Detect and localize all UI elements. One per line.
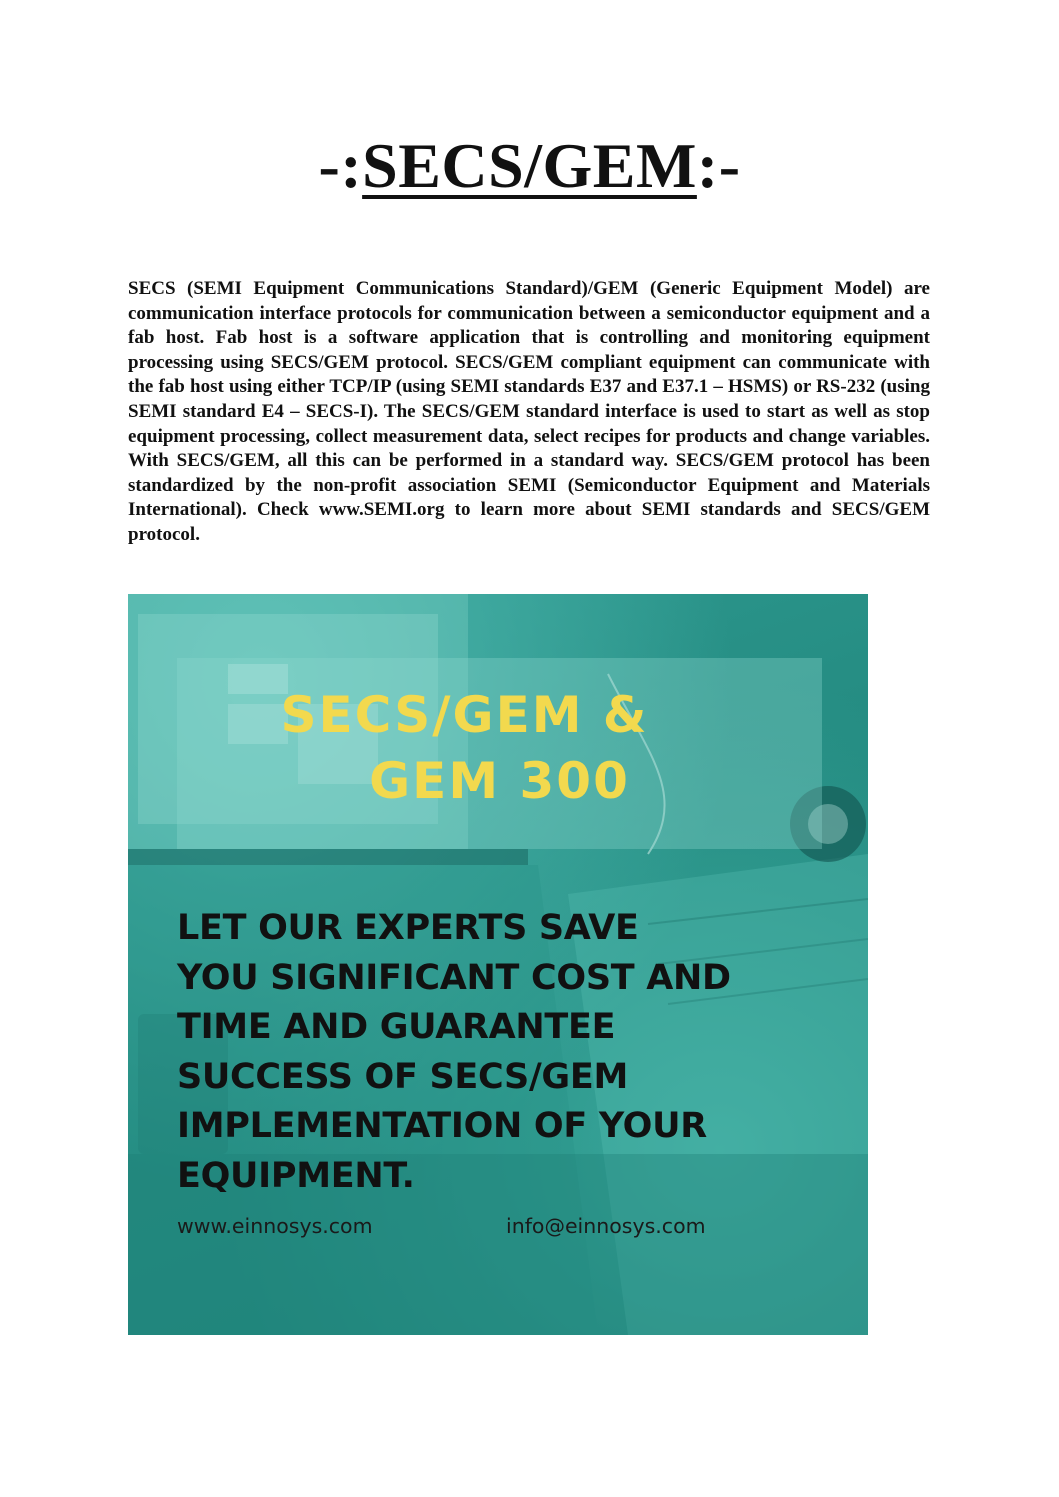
title-suffix: :- — [696, 130, 741, 201]
body-paragraph: SECS (SEMI Equipment Communications Standard)/GEM (Generic Equipment Model) are communication interface protocols for communication between a semiconductor equipment and a fab host. Fab host is a software application that is controlling and monitoring equipment processing using SECS/GEM protocol. SECS/GEM compliant equipment can communicate with the fab host using either TCP/IP (using SEMI standards E37 and E37.1 – HSMS) or RS-232 (using SEMI standard E4 – SECS-I). The SECS/GEM standard interface is used to start as well as stop equipment processing, collect measurement data, select recipes for products and change variables. With SECS/GEM, all this can be performed in a standard way. SECS/GEM protocol has been standardized by the non-profit association SEMI (Semiconductor Equipment and Materials International). Check www.SEMI.org to learn more about SEMI standards and SECS/GEM protocol. — [128, 278, 930, 545]
title-main: SECS/GEM — [362, 130, 697, 201]
website-link[interactable]: www.einnosys.com — [177, 1214, 373, 1238]
page-title — [0, 128, 1059, 204]
tagline-line: EQUIPMENT. — [177, 1155, 415, 1196]
tagline-line: SUCCESS OF SECS/GEM — [177, 1056, 628, 1097]
tagline-line: LET OUR EXPERTS SAVE — [177, 908, 639, 948]
tagline-line: IMPLEMENTATION OF YOUR — [177, 1106, 707, 1146]
tagline-line: TIME AND GUARANTEE — [177, 1007, 616, 1047]
tagline-line: YOU SIGNIFICANT COST AND — [177, 957, 731, 998]
email-link[interactable]: info@einnosys.com — [506, 1214, 706, 1238]
banner-tagline — [177, 904, 837, 1201]
promo-banner — [128, 594, 868, 1335]
banner-heading-line: GEM 300 — [369, 752, 630, 810]
banner-heading-line: SECS/GEM & — [280, 686, 649, 744]
banner-heading — [177, 682, 822, 814]
title-prefix: -: — [318, 130, 363, 201]
